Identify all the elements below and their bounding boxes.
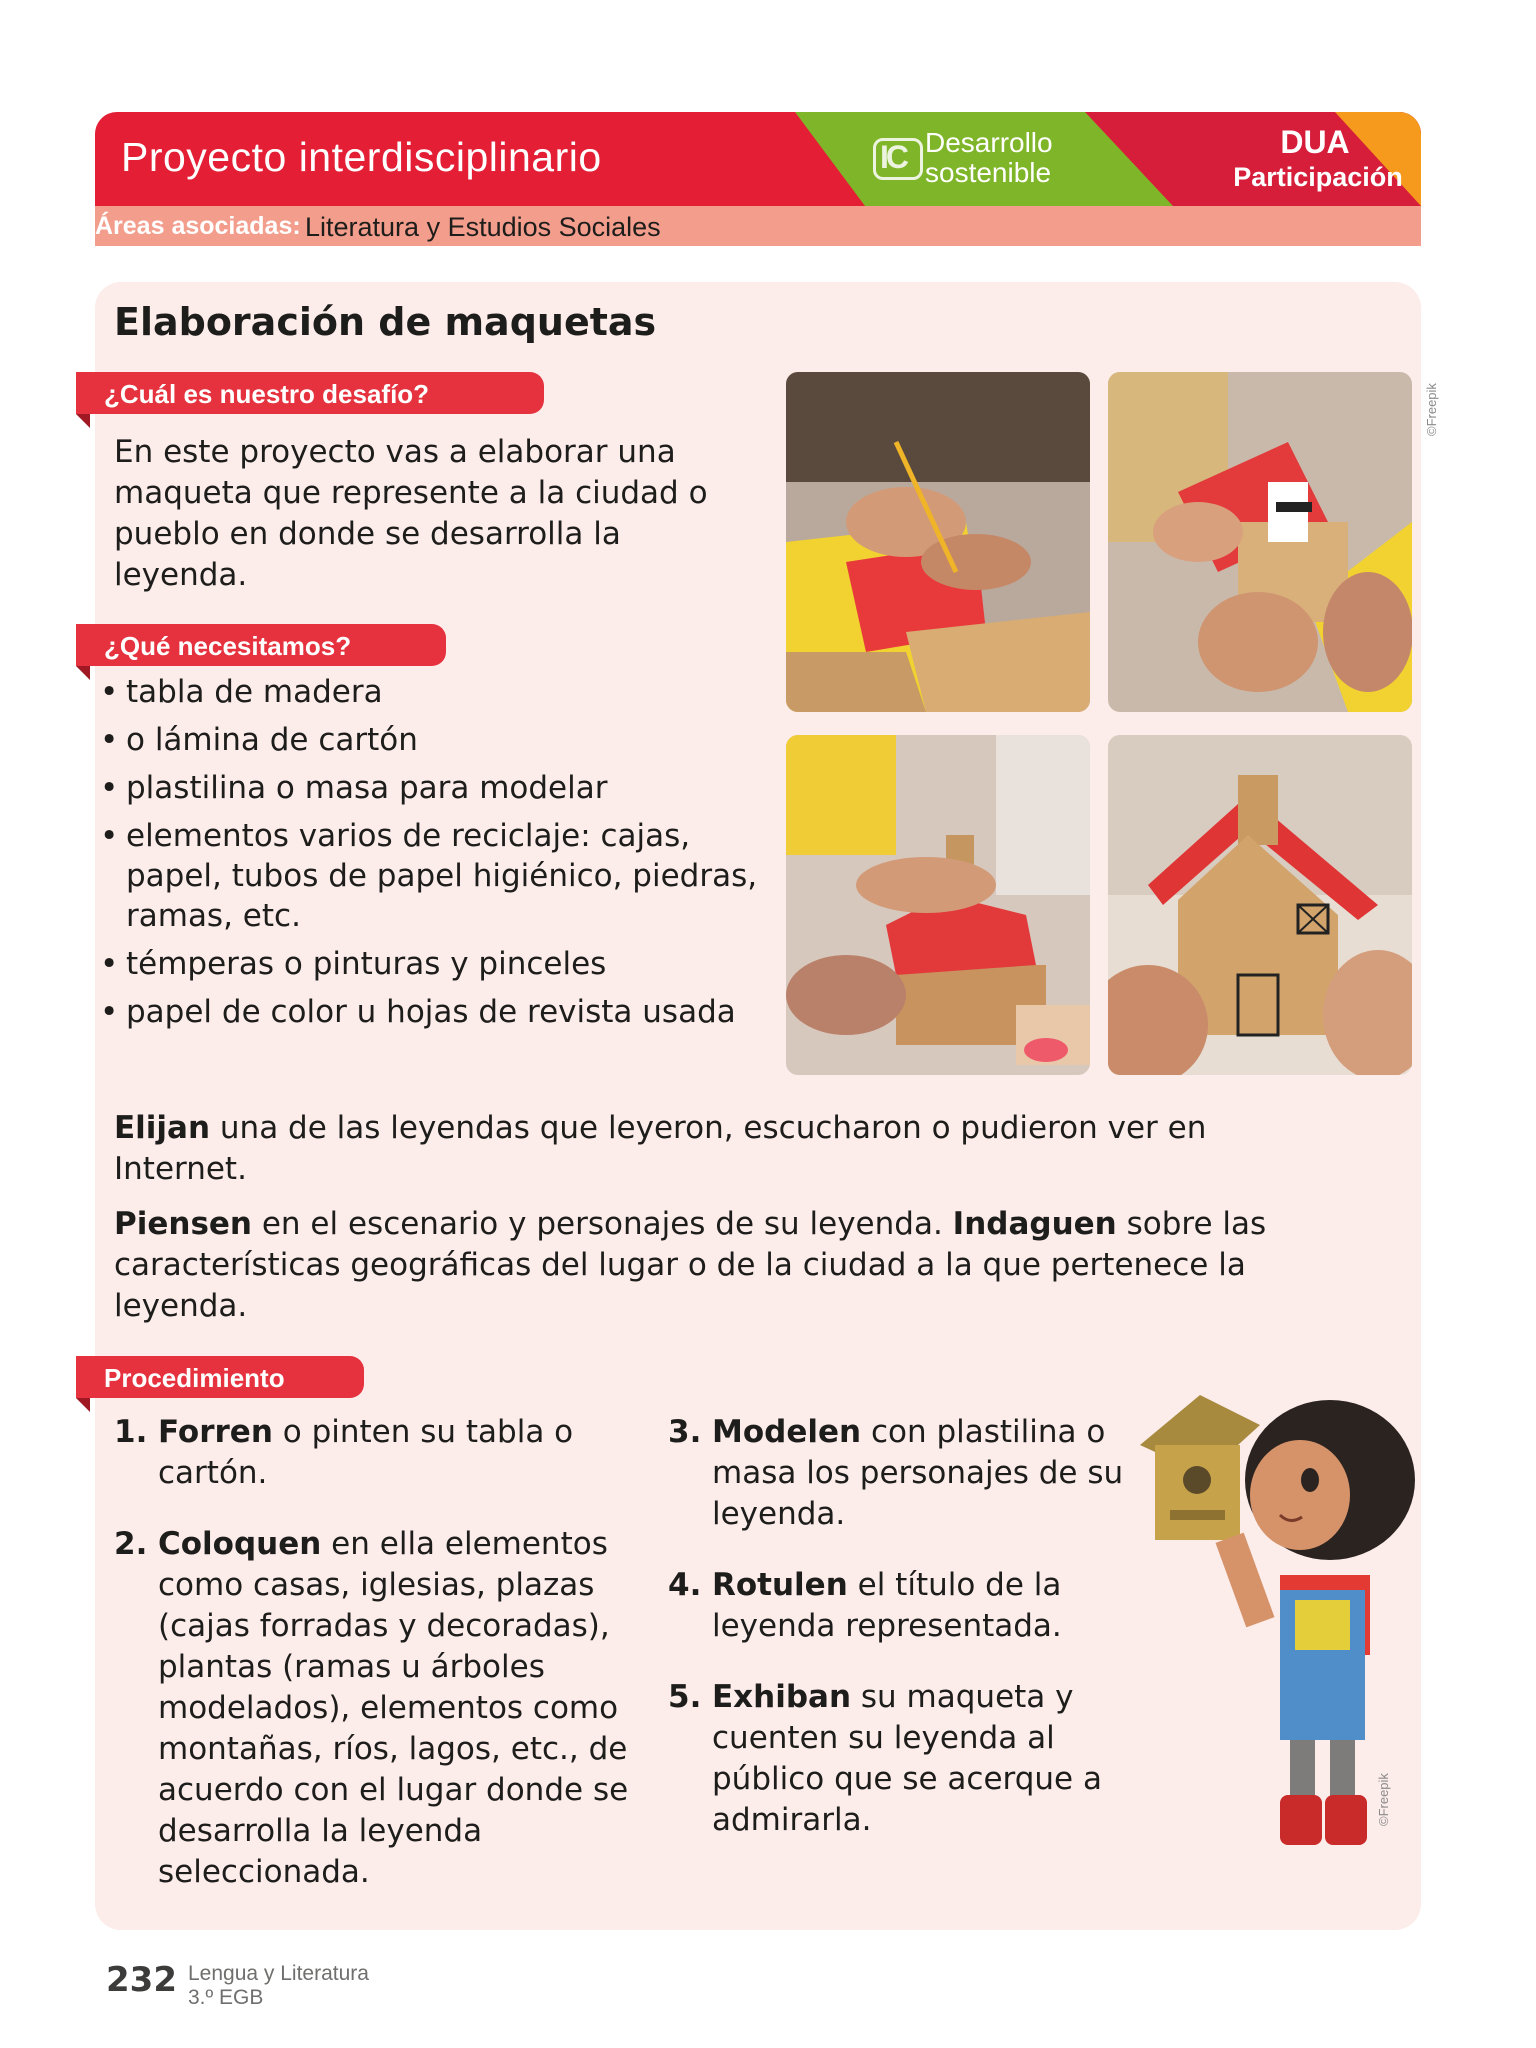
dua-subtitle: Participación: [1233, 162, 1403, 192]
think-verb: Piensen: [114, 1206, 252, 1242]
step-verb: Coloquen: [158, 1526, 322, 1562]
step-verb: Exhiban: [712, 1679, 852, 1715]
photo-cardboard-house-roof: [1108, 372, 1412, 712]
procedure-steps-left: [114, 1412, 644, 1893]
associated-areas-bar: [95, 206, 1421, 246]
illustration-credit: ©Freepik: [1376, 1773, 1391, 1826]
list-item: • plastilina o masa para modelar: [98, 768, 758, 808]
list-item: • o lámina de cartón: [98, 720, 758, 760]
photo-drawing-on-paper: [786, 372, 1090, 712]
procedure-step: [114, 1524, 644, 1893]
ic-logo-text: IC: [880, 139, 906, 175]
footer-subject-name: Lengua y Literatura: [188, 1962, 369, 1985]
photo-decorating-house: [786, 735, 1090, 1075]
challenge-text: En este proyecto vas a elaborar una maqueta que represente a la ciudad o pueblo en donde se desarrolla la leyenda.: [114, 434, 708, 593]
procedure-tab: Procedimiento: [76, 1356, 364, 1398]
dua-title: DUA: [1280, 124, 1350, 160]
footer-grade: 3.º EGB: [188, 1986, 264, 2009]
step-verb: Modelen: [712, 1414, 862, 1450]
project-banner: [95, 112, 1421, 206]
step-verb: Forren: [158, 1414, 273, 1450]
procedure-step: [668, 1565, 1138, 1647]
choose-paragraph: [114, 1108, 1334, 1190]
needs-tab: ¿Qué necesitamos?: [76, 624, 446, 666]
procedure-steps-right: [668, 1412, 1138, 1841]
sustainability-line-1: Desarrollo: [925, 127, 1053, 158]
list-item: • témperas o pinturas y pinceles: [98, 944, 758, 984]
list-item: • tabla de madera: [98, 672, 758, 712]
step-number: 2.: [114, 1526, 148, 1562]
list-item: • papel de color u hojas de revista usada: [98, 992, 758, 1032]
associated-areas-value: Literatura y Estudios Sociales: [305, 212, 661, 242]
procedure-step: [668, 1412, 1138, 1535]
step-text: con plastilina o masa los personajes de su leyenda.: [712, 1414, 1124, 1532]
step-verb: Rotulen: [712, 1567, 848, 1603]
photo-finished-house: [1108, 735, 1412, 1075]
procedure-step: [668, 1677, 1138, 1841]
step-number: 3.: [668, 1414, 702, 1450]
investigate-verb: Indaguen: [952, 1206, 1117, 1242]
step-number: 1.: [114, 1414, 148, 1450]
photo-credit: ©Freepik: [1424, 383, 1439, 436]
associated-areas-label: Áreas asociadas:: [95, 212, 301, 240]
challenge-tab: ¿Cuál es nuestro desafío?: [76, 372, 544, 414]
footer-subject: [188, 1962, 369, 2010]
think-paragraph: [114, 1204, 1334, 1327]
materials-list: [98, 672, 758, 1040]
ic-logo-icon: [873, 138, 923, 180]
think-middle: en el escenario y personajes de su leyenda.: [252, 1206, 953, 1242]
sustainability-line-2: sostenible: [925, 157, 1052, 188]
sustainability-label: [925, 128, 1053, 188]
choose-rest: una de las leyendas que leyeron, escucharon o pudieron ver en Internet.: [114, 1110, 1207, 1187]
step-text: su maqueta y cuenten su leyenda al público que se acerque a admirarla.: [712, 1679, 1102, 1838]
step-number: 5.: [668, 1679, 702, 1715]
page-title: Elaboración de maquetas: [114, 300, 657, 344]
step-text: en ella elementos como casas, iglesias, plazas (cajas forradas y decoradas), plantas (ramas u árboles modelados), elementos como montañas, ríos, lagos, etc., de acuerdo con el lugar donde se desarrolla la leyenda seleccionada.: [158, 1526, 629, 1890]
think-rest: sobre las características geográficas del lugar o de la ciudad a la que pertenece la leyenda.: [114, 1206, 1267, 1324]
choose-verb: Elijan: [114, 1110, 211, 1146]
procedure-step: [114, 1412, 644, 1494]
step-text: el título de la leyenda representada.: [712, 1567, 1062, 1644]
page-number: 232: [106, 1960, 177, 2000]
banner-title: Proyecto interdisciplinario: [121, 134, 602, 180]
list-item: • elementos varios de reciclaje: cajas, papel, tubos de papel higiénico, piedras, ramas, etc.: [98, 816, 758, 936]
step-text: o pinten su tabla o cartón.: [158, 1414, 574, 1491]
step-number: 4.: [668, 1567, 702, 1603]
